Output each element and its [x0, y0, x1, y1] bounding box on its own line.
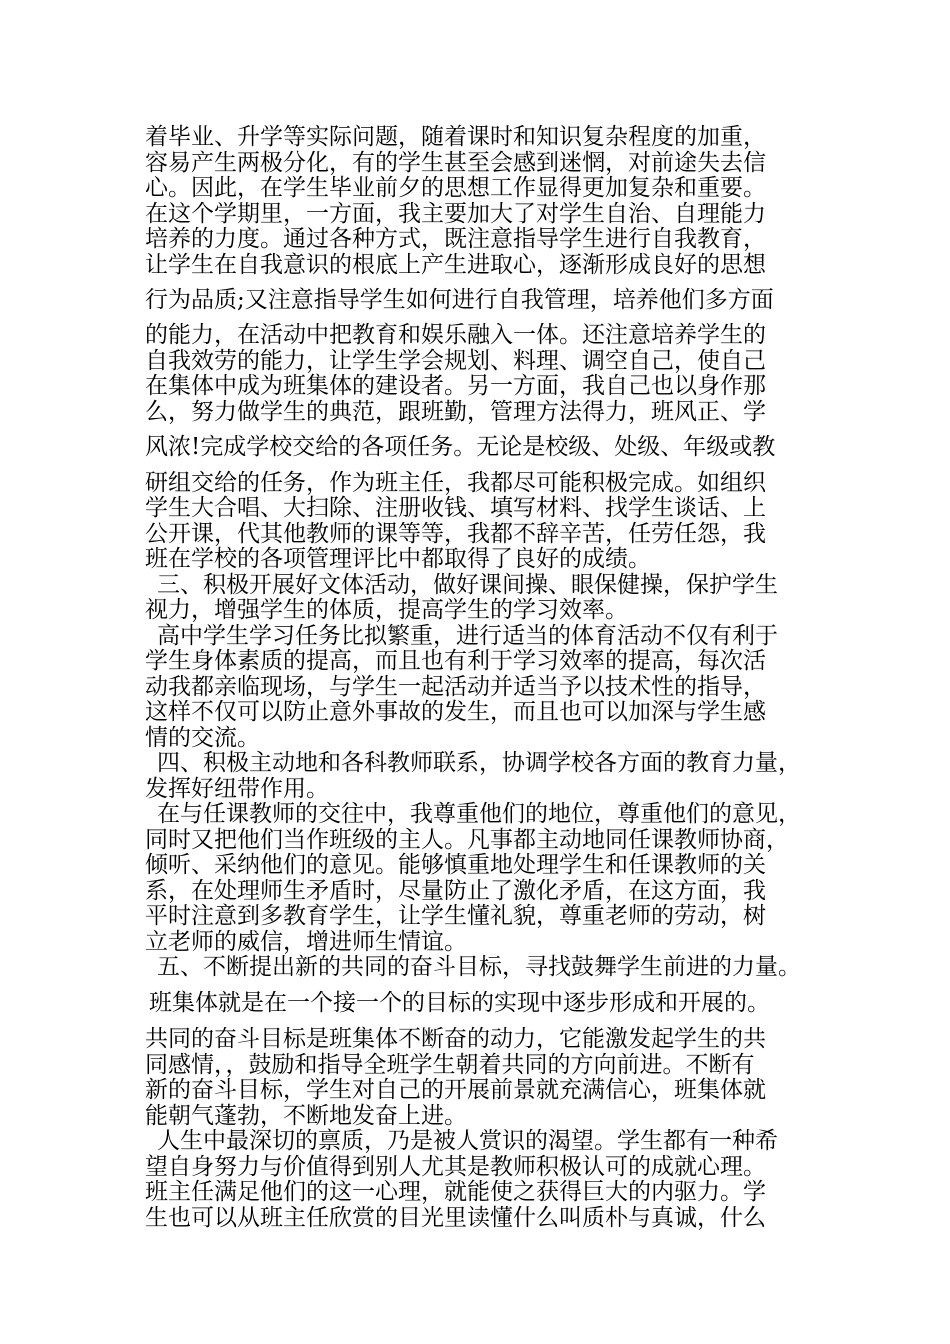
text-line: 着毕业、升学等实际问题，随着课时和知识复杂程度的加重，	[145, 124, 766, 150]
text-line: 平时注意到多教育学生，让学生懂礼貌，尊重老师的劳动，树	[145, 903, 766, 929]
text-line: 心。因此，在学生毕业前夕的思想工作显得更加复杂和重要。	[145, 175, 766, 201]
text-line: 培养的力度。通过各种方式，既注意指导学生进行自我教育，	[145, 226, 766, 252]
section-heading: 三、积极开展好文体活动，做好课间操、眼保健操，保护学生	[157, 572, 778, 598]
text-line: 公开课，代其他教师的课等等，我都不辞辛苦，任劳任怨，我	[145, 521, 766, 547]
text-line: 行为品质;又注意指导学生如何进行自我管理，培养他们多方面	[145, 287, 774, 313]
text-line: 系，在处理师生矛盾时，尽量防止了激化矛盾，在这方面，我	[145, 878, 766, 904]
text-line: 容易产生两极分化，有的学生甚至会感到迷惘，对前途失去信	[145, 150, 766, 176]
text-line: 新的奋斗目标，学生对自己的开展前景就充满信心，班集体就	[145, 1077, 766, 1103]
text-line: 生也可以从班主任欣赏的目光里读懂什么叫质朴与真诚，什么	[145, 1205, 766, 1231]
text-line: 让学生在自我意识的根底上产生进取心，逐渐形成良好的思想	[145, 252, 766, 278]
text-line: 班在学校的各项管理评比中都取得了良好的成绩。	[145, 546, 651, 572]
text-line: 同时又把他们当作班级的主人。凡事都主动地同任课教师协商，	[145, 827, 789, 853]
text-line: 学生身体素质的提高，而且也有利于学习效率的提高，每次活	[145, 648, 766, 674]
section-heading: 五、不断提出新的共同的奋斗目标，寻找鼓舞学生前进的力量。	[157, 954, 801, 980]
text-line: 在这个学期里，一方面，我主要加大了对学生自治、自理能力	[145, 201, 766, 227]
text-line: 班集体就是在一个接一个的目标的实现中逐步形成和开展的。	[149, 990, 770, 1016]
text-line: 立老师的威信，增进师生情谊。	[145, 929, 467, 955]
text-line: 能朝气蓬勃，不断地发奋上进。	[145, 1103, 467, 1129]
text-line: 倾听、采纳他们的意见。能够慎重地处理学生和任课教师的关	[145, 852, 766, 878]
text-line: 同感情，，鼓励和指导全班学生朝着共同的方向前进。不断有	[145, 1052, 755, 1078]
text-line: 发挥好纽带作用。	[145, 776, 329, 802]
text-line: 共同的奋斗目标是班集体不断奋的动力，它能激发起学生的共	[145, 1026, 766, 1052]
text-line: 自我效劳的能力，让学生学会规划、料理、调空自己，使自己	[145, 348, 766, 374]
text-line: 在集体中成为班集体的建设者。另一方面，我自己也以身作那	[145, 373, 766, 399]
text-line: 望自身努力与价值得到别人尤其是教师积极认可的成就心理。	[145, 1154, 766, 1180]
text-line: 在与任课教师的交往中，我尊重他们的地位，尊重他们的意见，	[157, 801, 801, 827]
text-line: 这样不仅可以防止意外事故的发生，而且也可以加深与学生感	[145, 699, 766, 725]
text-line: 的能力，在活动中把教育和娱乐融入一体。还注意培养学生的	[145, 322, 766, 348]
text-line: 情的交流。	[145, 725, 260, 751]
text-line: 视力，增强学生的体质，提高学生的学习效率。	[145, 597, 628, 623]
text-line: 么，努力做学生的典范，跟班勤，管理方法得力，班风正、学	[145, 399, 766, 425]
section-heading: 四、积极主动地和各科教师联系，协调学校各方面的教育力量，	[157, 750, 801, 776]
text-line: 风浓!完成学校交给的各项任务。无论是校级、处级、年级或教	[145, 434, 776, 460]
text-line: 班主任满足他们的这一心理，就能使之获得巨大的内驱力。学	[145, 1179, 766, 1205]
text-line: 学生大合唱、大扫除、注册收钱、填写材料、找学生谈话、上	[145, 495, 766, 521]
text-line: 动我都亲临现场，与学生一起活动并适当予以技术性的指导，	[145, 674, 766, 700]
text-line: 研组交给的任务，作为班主任，我都尽可能积极完成。如组织	[145, 470, 766, 496]
text-line: 人生中最深切的禀质，乃是被人赏识的渴望。学生都有一种希	[157, 1128, 778, 1154]
text-line: 高中学生学习任务比拟繁重，进行适当的体育活动不仅有利于	[157, 623, 778, 649]
